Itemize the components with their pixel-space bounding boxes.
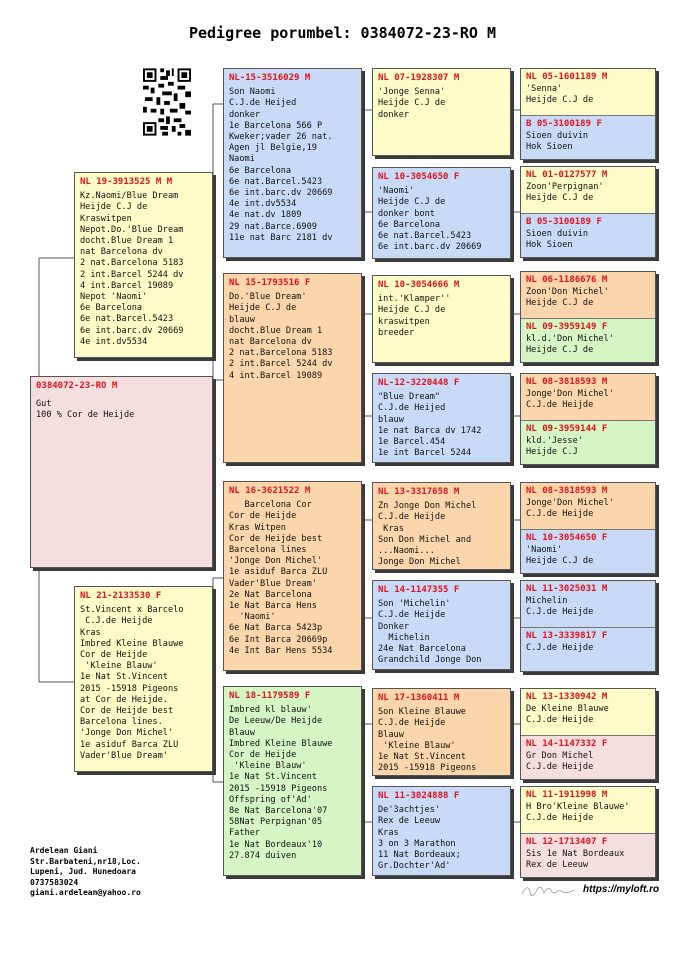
dam-card [74,586,213,772]
gen4-text: Zoon'Don Michel' Heijde C.J de [526,287,609,309]
gen4-bottom [521,735,655,780]
gen4-ring: NL 12-1713407 F [526,837,608,847]
grandparent-ring: NL 15-1793516 F [229,278,311,288]
gen4-text: H Bro'Kleine Blauwe' C.J.de Heijde [526,802,630,824]
great-grandparent-ring: NL 13-3317658 M [378,487,460,497]
owner-contact: Ardelean Giani Str.Barbateni,nr18,Loc. Lupeni, Jud. Hunedoara 0737583024 giani.ardelean@yahoo.ro [30,846,141,897]
grandparent-text: Barcelona Cor Cor de Heijde Kras Witpen Cor de Heijde best Barcelona lines 'Jonge Don Michel' 1e asiduf Barca ZLU Vader'Blue Dream' 2e Nat Barcelona 1e Nat Barca Hens 'Naomi' 6e Nat Barca 5423p 6e Int Barca 20669p 4e Int Bar Hens 5534 [229,500,333,656]
grandparent-text: Do.'Blue Dream' Heijde C.J de blauw docht.Blue Dream 1 nat Barcelona dv 2 nat.Barcelona 5183 2 int.Barcel 5244 dv 4 int.Barcel 19089 [229,292,333,381]
grandparent-text: Imbred kl blauw' De Leeuw/De Heijde Blauw Imbred Kleine Blauwe Cor de Heijde 'Kleine Blauw' 1e Nat St.Vincent 2015 -15918 Pigeons Offspring of'Ad' 8e Nat Barcelona'07 58Nat Perpignan'05 Father 1e Nat Bordeaux'10 27.874 duiven [229,705,333,861]
grandsire-sire-side-card [223,68,362,258]
great-grandparent-card [372,482,511,570]
great-grandparent-ring: NL 14-1147355 F [378,585,460,595]
sire-text: Kz.Naomi/Blue Dream Heijde C.J de Kraswitpen Nepot.Do.'Blue Dream docht.Blue Dream 1 nat Barcelona dv 2 nat.Barcelona 5183 2 int.Barcel 5244 dv 4 int.Barcel 19089 Nepot 'Naomi' 6e Barcelona 6e nat.Barcel.5423 6e int.barc.dv 20669 4e int.dv5534 [80,191,184,347]
page-title: Pedigree porumbel: 0384072-23-RO M [188,24,497,42]
gen4-top [521,69,655,115]
great-grandparent-card [372,580,511,670]
gen4-text: kl.d.'Don Michel' Heijde C.J de [526,334,614,356]
great-grandparent-text: Zn Jonge Don Michel C.J.de Heijde Kras Son Don Michel and ...Naomi... Jonge Don Michel [378,501,477,568]
grandparent-ring: NL 18-1179589 F [229,691,311,701]
gen4-top [521,689,655,735]
gen4-text: Jonge'Don Michel' C.J.de Heijde [526,389,614,411]
great-grandparent-text: 'Naomi' Heijde C.J de donker bont 6e Barcelona 6e nat.Barcel.5423 6e int.barc.dv 20669 [378,186,482,253]
gen4-pair-card [520,271,656,363]
gen4-top [521,581,655,627]
gen4-pair-card [520,482,656,574]
gen4-text: Gr Don Michel C.J.de Heijde [526,751,594,773]
gen4-pair-card [520,580,656,672]
grandparent-text: Son Naomi C.J.de Heijed donker 1e Barcelona 566 P Kweker;vader 26 nat. Agen jl Belgie,19 Naomi 6e Barcelona 6e nat.Barcel.5423 6e int.barc.dv 20669 4e int.dv5534 4e nat.dv 1809 29 nat.Barce.6909 11e nat Barc 2181 dv [229,87,333,243]
great-grandparent-text: 'Jonge Senna' Heijde C.J de donker [378,87,446,120]
grandparent-ring: NL 16-3621522 M [229,486,311,496]
gen4-text: Sis 1e Nat Bordeaux Rex de Leeuw [526,849,625,871]
gen4-ring: NL 06-1186676 M [526,275,608,285]
gen4-bottom [521,529,655,574]
gen4-ring: NL 08-3818593 M [526,377,608,387]
gen4-ring: NL 10-3054650 F [526,533,608,543]
gen4-text: 'Senna' Heijde C.J de [526,84,594,106]
great-grandparent-ring: NL 10-3054666 M [378,280,460,290]
gen4-text: De Kleine Blauwe C.J.de Heijde [526,704,609,726]
gen4-bottom [521,627,655,672]
great-grandparent-card [372,373,511,463]
gen4-text: Zoon'Perpignan' Heijde C.J de [526,182,604,204]
website-link[interactable]: https://myloft.ro [583,884,660,895]
great-grandparent-card [372,786,511,876]
gen4-ring: NL 01-0127577 M [526,170,608,180]
gen4-top [521,787,655,833]
gen4-ring: B 05-3100189 F [526,119,602,129]
gen4-text: Michelin C.J.de Heijde [526,596,594,618]
great-grandparent-card [372,167,511,259]
gen4-text: Sioen duivin Hok Sioen [526,131,589,153]
gen4-text: 'Naomi' Heijde C.J de [526,545,594,567]
great-grandparent-text: int.'Klamper'' Heijde C.J de kraswitpen breeder [378,294,451,338]
gen4-bottom [521,318,655,363]
great-grandparent-ring: NL 11-3024888 F [378,791,460,801]
gen4-pair-card [520,688,656,780]
subject-ring: 0384072-23-RO M [36,381,118,391]
dam-ring: NL 21-2133530 F [80,591,162,601]
great-grandparent-card [372,688,511,776]
grandparent-ring: NL-15-3516029 M [229,73,311,83]
gen4-text: Sioen duivin Hok Sioen [526,229,589,251]
gen4-pair-card [520,166,656,258]
gen4-ring: NL 11-3025031 M [526,584,608,594]
gen4-ring: NL 11-1911998 M [526,790,608,800]
great-grandparent-ring: NL 07-1928307 M [378,73,460,83]
signature-icon [520,884,576,898]
great-grandparent-text: "Blue Dream" C.J.de Heijed blauw 1e nat Barca dv 1742 1e Barcel.454 1e int Barcel 5244 [378,392,482,459]
gen4-pair-card [520,68,656,160]
gen4-ring: NL 14-1147332 F [526,739,608,749]
gen4-text: kld.'Jesse' Heijde C.J [526,436,583,458]
gen4-bottom [521,115,655,160]
sire-ring: NL 19-3913525 M M [80,177,173,187]
grandsire-dam-side-card [223,481,362,671]
gen4-ring: NL 13-1330942 M [526,692,608,702]
gen4-text: Jonge'Don Michel' C.J.de Heijde [526,498,614,520]
gen4-ring: B 05-3100189 F [526,217,602,227]
gen4-bottom [521,213,655,258]
great-grandparent-text: De'3achtjes' Rex de Leeuw Kras 3 on 3 Marathon 11 Nat Bordeaux; Gr.Dochter'Ad' [378,805,461,872]
great-grandparent-ring: NL 17-1360411 M [378,693,460,703]
subject-pigeon-card [30,376,213,568]
subject-text: Gut 100 % Cor de Heijde [36,399,135,421]
gen4-bottom [521,833,655,878]
granddam-dam-side-card [223,686,362,876]
gen4-bottom [521,420,655,465]
gen4-pair-card [520,373,656,465]
great-grandparent-ring: NL-12-3220448 F [378,378,460,388]
gen4-top [521,167,655,213]
great-grandparent-ring: NL 10-3054650 F [378,172,460,182]
qr-code-icon [143,68,191,136]
great-grandparent-card [372,68,511,156]
sire-card [74,172,213,358]
gen4-ring: NL 05-1601189 M [526,72,608,82]
dam-text: St.Vincent x Barcelo C.J.de Heijde Kras Imbred Kleine Blauwe Cor de Heijde 'Kleine Blauw' 1e Nat St.Vincent 2015 -15918 Pigeons at Cor de Heijde. Cor de Heijde best Barcelona lines. 'Jonge Don Michel' 1e asiduf Barca ZLU Vader'Blue Dream' [80,605,184,761]
gen4-pair-card [520,786,656,878]
gen4-ring: NL 09-3959149 F [526,322,608,332]
granddam-sire-side-card [223,273,362,463]
great-grandparent-card [372,275,511,363]
great-grandparent-text: Son 'Michelin' C.J.de Heijde Donker Michelin 24e Nat Barcelona Grandchild Jonge Don [378,599,482,666]
gen4-top [521,374,655,420]
gen4-ring: NL 13-3339817 F [526,631,608,641]
gen4-top [521,483,655,529]
great-grandparent-text: Son Kleine Blauwe C.J.de Heijde Blauw 'Kleine Blauw' 1e Nat St.Vincent 2015 -15918 Pigeons [378,707,477,774]
gen4-ring: NL 09-3959144 F [526,424,608,434]
gen4-ring: NL 08-3818593 M [526,486,608,496]
gen4-top [521,272,655,318]
gen4-text: C.J.de Heijde [526,643,594,654]
